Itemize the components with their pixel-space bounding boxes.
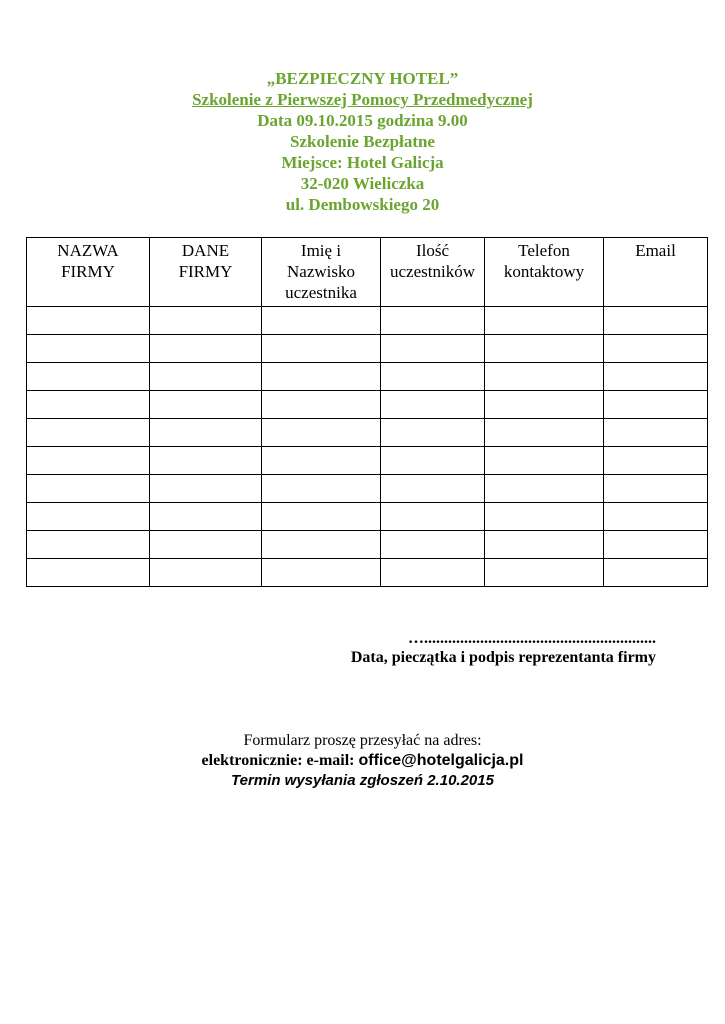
table-cell[interactable] [27,335,150,363]
table-cell[interactable] [262,335,381,363]
table-cell[interactable] [150,447,262,475]
table-cell[interactable] [604,419,708,447]
table-row [27,503,708,531]
table-cell[interactable] [604,447,708,475]
table-cell[interactable] [262,447,381,475]
table-cell[interactable] [262,391,381,419]
table-cell[interactable] [150,363,262,391]
table-cell[interactable] [27,475,150,503]
table-cell[interactable] [604,503,708,531]
column-header-company-name: NAZWA FIRMY [27,238,150,307]
table-cell[interactable] [150,391,262,419]
table-cell[interactable] [485,475,604,503]
table-cell[interactable] [381,503,485,531]
column-header-email: Email [604,238,708,307]
table-cell[interactable] [485,559,604,587]
table-cell[interactable] [150,559,262,587]
table-cell[interactable] [381,559,485,587]
table-cell[interactable] [381,531,485,559]
table-cell[interactable] [381,447,485,475]
table-row [27,447,708,475]
table-row [27,307,708,335]
table-row [27,419,708,447]
table-cell[interactable] [485,503,604,531]
signature-dotted-line: ….......................................................... [408,630,656,647]
registration-table [26,237,708,587]
table-cell[interactable] [27,307,150,335]
table-cell[interactable] [381,419,485,447]
table-row [27,559,708,587]
table-cell[interactable] [381,363,485,391]
column-header-phone: Telefon kontaktowy [485,238,604,307]
table-cell[interactable] [381,307,485,335]
table-body [27,307,708,587]
place-line: Miejsce: Hotel Galicja [281,153,444,172]
table-cell[interactable] [27,531,150,559]
training-subtitle: Szkolenie z Pierwszej Pomocy Przedmedycznej [192,90,533,109]
table-cell[interactable] [381,391,485,419]
table-cell[interactable] [381,335,485,363]
column-header-company-data: DANE FIRMY [150,238,262,307]
table-cell[interactable] [604,391,708,419]
table-row [27,363,708,391]
table-cell[interactable] [604,363,708,391]
table-cell[interactable] [27,559,150,587]
table-cell[interactable] [604,559,708,587]
submission-info [0,731,725,791]
table-cell[interactable] [27,363,150,391]
table-cell[interactable] [262,363,381,391]
date-line: Data 09.10.2015 godzina 9.00 [257,111,468,130]
table-row [27,531,708,559]
table-cell[interactable] [27,391,150,419]
table-cell[interactable] [485,363,604,391]
table-row [27,475,708,503]
table-cell[interactable] [27,503,150,531]
email-address-link[interactable]: office@hotelgalicja.pl [358,752,524,769]
table-cell[interactable] [485,419,604,447]
table-cell[interactable] [262,559,381,587]
table-cell[interactable] [27,447,150,475]
table-cell[interactable] [150,307,262,335]
table-cell[interactable] [150,475,262,503]
table-cell[interactable] [262,307,381,335]
table-cell[interactable] [604,531,708,559]
table-cell[interactable] [262,419,381,447]
document-title: „BEZPIECZNY HOTEL” [266,69,459,88]
document-header [0,68,725,215]
table-cell[interactable] [381,475,485,503]
column-header-participant-count: Ilość uczestników [381,238,485,307]
column-header-participant-name: Imię i Nazwisko uczestnika [262,238,381,307]
table-cell[interactable] [604,335,708,363]
email-line [0,751,725,771]
table-cell[interactable] [604,307,708,335]
free-training-line: Szkolenie Bezpłatne [290,132,435,151]
table-row [27,335,708,363]
table-cell[interactable] [262,531,381,559]
table-cell[interactable] [150,503,262,531]
table-cell[interactable] [150,531,262,559]
street-line: ul. Dembowskiego 20 [285,195,440,214]
table-header-row [27,238,708,307]
table-cell[interactable] [262,503,381,531]
table-cell[interactable] [485,307,604,335]
city-line: 32-020 Wieliczka [300,174,425,193]
table-cell[interactable] [604,475,708,503]
instruction-text: Formularz proszę przesyłać na adres: [243,732,482,749]
table-cell[interactable] [485,391,604,419]
table-cell[interactable] [485,531,604,559]
deadline-text: Termin wysyłania zgłoszeń 2.10.2015 [231,772,494,789]
table-row [27,391,708,419]
table-cell[interactable] [262,475,381,503]
table-cell[interactable] [150,419,262,447]
table-cell[interactable] [27,419,150,447]
table-cell[interactable] [485,335,604,363]
signature-label: Data, pieczątka i podpis reprezentanta firmy [350,649,656,666]
table-cell[interactable] [150,335,262,363]
email-prefix: elektronicznie: e-mail: [201,752,359,769]
table-cell[interactable] [485,447,604,475]
